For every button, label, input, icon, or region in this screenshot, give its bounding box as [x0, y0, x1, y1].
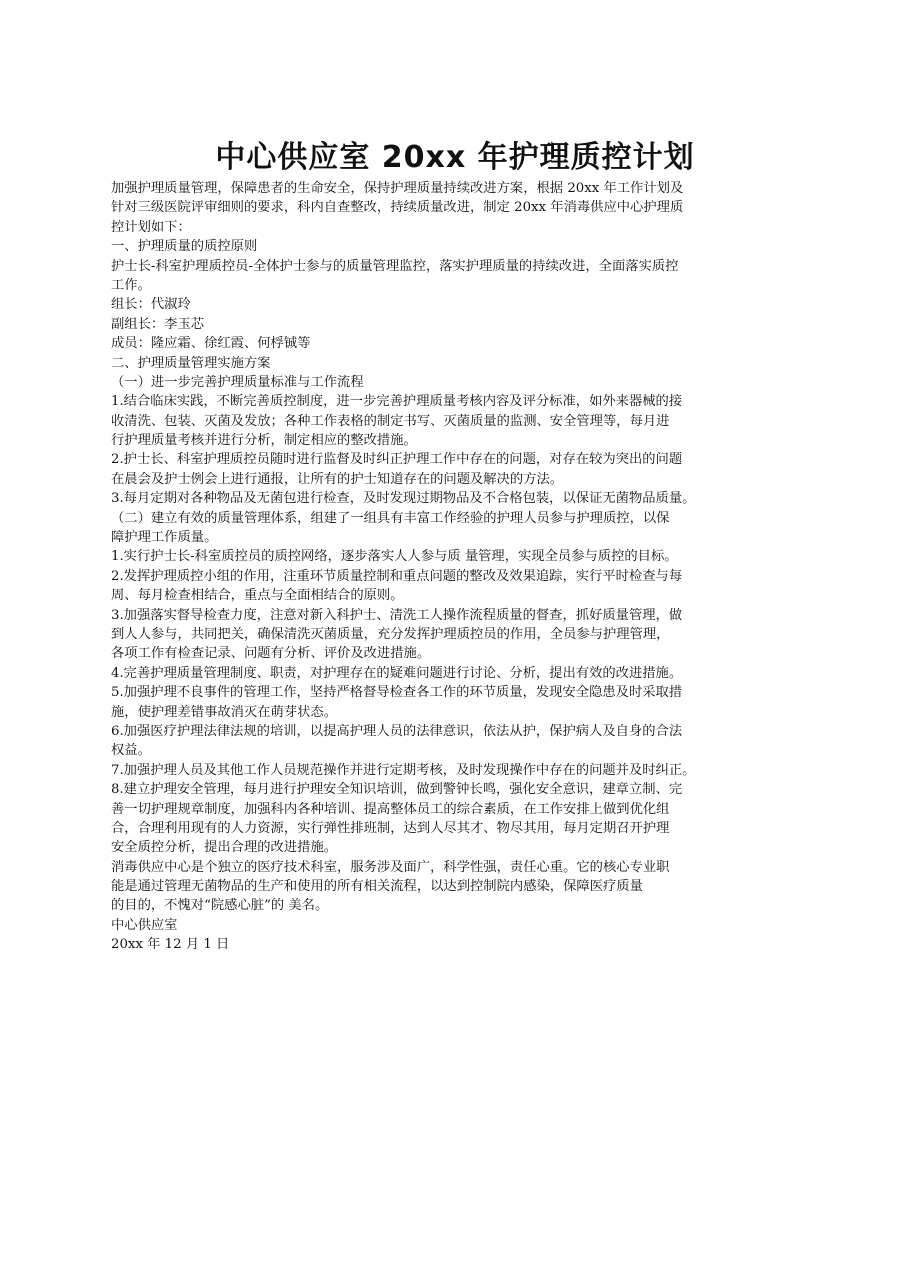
text-line: 消毒供应中心是个独立的医疗技术科室，服务涉及面广，科学性强，责任心重。它的核心专业职 — [111, 859, 670, 875]
text-line: 控计划如下： — [111, 219, 191, 235]
text-line: 20xx 年 12 月 1 日 — [111, 937, 230, 953]
text-line: 8.建立护理安全管理，每月进行护理安全知识培训，做到警钟长鸣，强化安全意识，建章立制、完 — [111, 782, 683, 798]
document-title: 中心供应室 20xx 年护理质控计划 — [215, 140, 695, 175]
text-line: 障护理工作质量。 — [111, 530, 218, 546]
text-line: 5.加强护理不良事件的管理工作，坚持严格督导检查各工作的环节质量，发现安全隐患及时采取措 — [111, 685, 683, 701]
text-line: （一）进一步完善护理质量标准与工作流程 — [111, 374, 364, 390]
text-line: 在晨会及护士例会上进行通报，让所有的护士知道存在的问题及解决的方法。 — [111, 471, 564, 487]
text-line: 成员：隆应霜、徐红霞、何桴铖等 — [111, 336, 311, 352]
text-line: 副组长：李玉芯 — [111, 316, 205, 332]
text-line: 1.结合临床实践，不断完善质控制度，进一步完善护理质量考核内容及评分标准，如外来器械的接 — [111, 394, 683, 410]
text-line: 各项工作有检查记录、问题有分析、评价及改进措施。 — [111, 646, 431, 662]
document-body — [111, 179, 811, 955]
text-line: 护士长-科室护理质控员-全体护士参与的质量管理监控，落实护理质量的持续改进，全面落实质控 — [111, 258, 679, 274]
text-line: 行护理质量考核并进行分析，制定相应的整改措施。 — [111, 433, 417, 449]
text-line: 善一切护理规章制度，加强科内各种培训、提高整体员工的综合素质，在工作安排上做到优化组 — [111, 801, 670, 817]
text-line: 工作。 — [111, 277, 151, 293]
text-line: 2.发挥护理质控小组的作用，注重环节质量控制和重点问题的整改及效果追踪，实行平时检查与每 — [111, 568, 683, 584]
text-line: 3.加强落实督导检查力度，注意对新入科护士、清洗工人操作流程质量的督查，抓好质量管理，做 — [111, 607, 683, 623]
text-line: 2.护士长、科室护理质控员随时进行监督及时纠正护理工作中存在的问题，对存在较为突出的问题 — [111, 452, 683, 468]
text-line: 7.加强护理人员及其他工作人员规范操作并进行定期考核，及时发现操作中存在的问题并及时纠正。 — [111, 762, 696, 778]
text-line: 收清洗、包装、灭菌及发放；各种工作表格的制定书写、灭菌质量的监测、安全管理等，每月进 — [111, 413, 670, 429]
text-line: 针对三级医院评审细则的要求，科内自查整改，持续质量改进，制定 20xx 年消毒供应中心护理质 — [111, 200, 684, 216]
text-line: 到人人参与，共同把关，确保清洗灭菌质量，充分发挥护理质控员的作用，全员参与护理管理， — [111, 626, 670, 642]
text-line: 施，使护理差错事故消灭在萌芽状态。 — [111, 704, 338, 720]
text-line: 组长：代淑玲 — [111, 297, 191, 313]
text-line: 3.每月定期对各种物品及无菌包进行检查，及时发现过期物品及不合格包装，以保证无菌物品质量。 — [111, 491, 696, 507]
text-line: 的目的，不愧对“院感心脏”的 美名。 — [111, 898, 329, 914]
text-line: 二、护理质量管理实施方案 — [111, 355, 271, 371]
text-line: 1.实行护士长-科室质控员的质控网络，逐步落实人人参与质 量管理，实现全员参与质控的目标。 — [111, 549, 678, 565]
text-line: 4.完善护理质量管理制度、职责，对护理存在的疑难问题进行讨论、分析，提出有效的改进措施。 — [111, 665, 683, 681]
text-line: 中心供应室 — [111, 917, 178, 933]
text-line: 一、护理质量的质控原则 — [111, 239, 258, 255]
text-line: 加强护理质量管理，保障患者的生命安全，保持护理质量持续改进方案，根据 20xx 年工作计划及 — [111, 181, 684, 196]
text-line: 能是通过管理无菌物品的生产和使用的所有相关流程，以达到控制院内感染，保障医疗质量 — [111, 879, 643, 895]
text-line: 周、每月检查相结合，重点与全面相结合的原则。 — [111, 588, 404, 604]
text-line: 权益。 — [111, 743, 151, 759]
text-line: 安全质控分析，提出合理的改进措施。 — [111, 840, 338, 856]
text-line: （二）建立有效的质量管理体系，组建了一组具有丰富工作经验的护理人员参与护理质控，以保 — [111, 510, 670, 526]
text-line: 6.加强医疗护理法律法规的培训，以提高护理人员的法律意识，依法从护，保护病人及自身的合法 — [111, 723, 683, 739]
text-line: 合，合理利用现有的人力资源，实行弹性排班制，达到人尽其才、物尽其用，每月定期召开护理 — [111, 820, 670, 836]
